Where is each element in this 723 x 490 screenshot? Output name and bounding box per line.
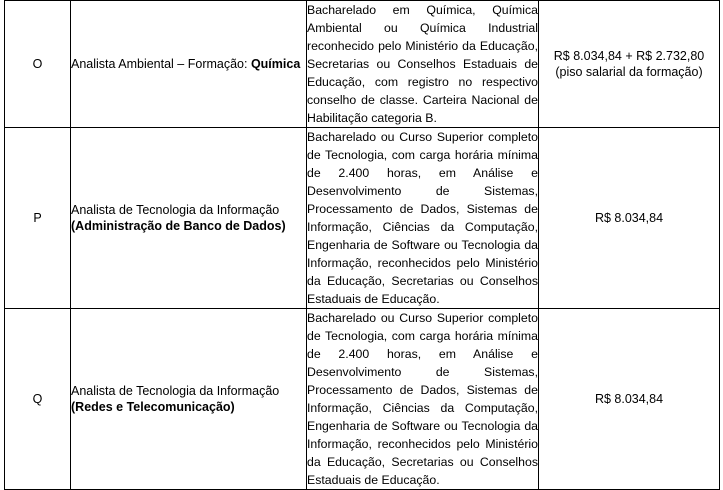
position-title-text: Analista de Tecnologia da Informação (71, 203, 280, 217)
position-requirements (307, 128, 539, 309)
requirements-text: Bacharelado em Química, Química Ambiental ou Química Industrial reconhecido pelo Ministério da Educação, Secretarias ou Conselhos Estaduais de Educação, com registro no respectivo conselho de classe. Carteira Nacional de Habilitação categoria B. (307, 3, 538, 125)
position-code: Q (5, 309, 71, 490)
position-title (71, 1, 307, 128)
table-row (5, 128, 720, 309)
position-title-text: Analista de Tecnologia da Informação (71, 384, 280, 398)
position-salary (539, 128, 720, 309)
position-specialty: (Administração de Banco de Dados) (71, 219, 286, 233)
position-salary (539, 1, 720, 128)
table-row (5, 1, 720, 128)
position-salary (539, 309, 720, 490)
table-row (5, 309, 720, 490)
position-title-text: Analista Ambiental – Formação: (71, 57, 251, 71)
position-title (71, 309, 307, 490)
position-requirements (307, 309, 539, 490)
position-title (71, 128, 307, 309)
requirements-text: Bacharelado ou Curso Superior completo de Tecnologia, com carga horária mínima de 2.400 horas, em Análise e Desenvolvimento de Sistemas, Processamento de Dados, Sistemas de Informação, Ciências da Computação, Engenharia de Software ou Tecnologia da Informação, reconhecidos pelo Ministério da Educação, Secretarias ou Conselhos Estaduais de Educação. (307, 311, 538, 487)
salary-value: R$ 8.034,84 + R$ 2.732,80 (553, 49, 705, 63)
salary-value: R$ 8.034,84 (594, 392, 664, 406)
requirements-text: Bacharelado ou Curso Superior completo de Tecnologia, com carga horária mínima de 2.400 horas, em Análise e Desenvolvimento de Sistemas, Processamento de Dados, Sistemas de Informação, Ciências da Computação, Engenharia de Software ou Tecnologia da Informação, reconhecidos pelo Ministério da Educação, Secretarias ou Conselhos Estaduais de Educação. (307, 130, 538, 306)
position-specialty: Química (250, 57, 301, 71)
positions-table (4, 0, 720, 490)
salary-value: R$ 8.034,84 (594, 211, 664, 225)
salary-note: (piso salarial da formação) (555, 65, 703, 79)
position-specialty: (Redes e Telecomunicação) (71, 400, 235, 414)
position-requirements (307, 1, 539, 128)
position-code: O (5, 1, 71, 128)
position-code: P (5, 128, 71, 309)
